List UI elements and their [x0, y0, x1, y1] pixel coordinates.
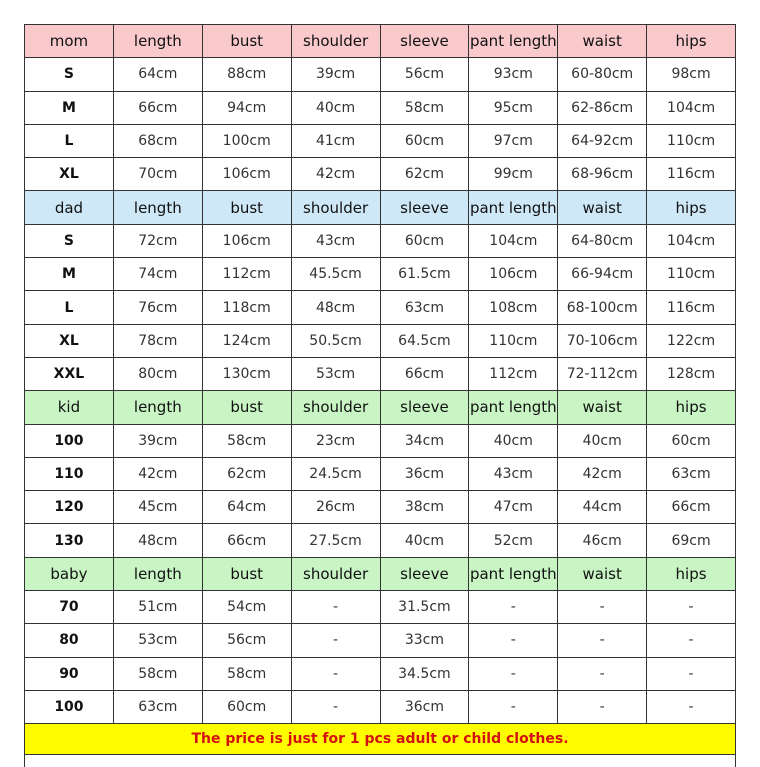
measurement-cell: 130cm: [202, 357, 291, 390]
measurement-cell: 70cm: [113, 158, 202, 191]
size-chart-table: [24, 24, 736, 767]
measurement-cell: 124cm: [202, 324, 291, 357]
measurement-cell: 63cm: [380, 291, 469, 324]
measurement-cell: 40cm: [558, 424, 647, 457]
size-label: XXL: [25, 357, 114, 390]
measurement-cell: -: [558, 657, 647, 690]
measurement-cell: 106cm: [202, 224, 291, 257]
measurement-cell: 64cm: [113, 58, 202, 91]
measurement-cell: 60cm: [647, 424, 736, 457]
measurement-cell: 58cm: [113, 657, 202, 690]
measurement-cell: 48cm: [113, 524, 202, 557]
price-note: The price is just for 1 pcs adult or child clothes.: [25, 724, 736, 755]
measurement-cell: 58cm: [380, 91, 469, 124]
column-header-pant-length: pant length: [469, 25, 558, 58]
size-label: 100: [25, 424, 114, 457]
mom-size-row: [25, 58, 736, 91]
column-header-length: length: [113, 557, 202, 590]
size-label: M: [25, 91, 114, 124]
measurement-cell: 45cm: [113, 491, 202, 524]
measurement-cell: 106cm: [202, 158, 291, 191]
measurement-cell: 104cm: [469, 224, 558, 257]
measurement-cell: 97cm: [469, 124, 558, 157]
measurement-cell: 63cm: [647, 457, 736, 490]
measurement-cell: 68cm: [113, 124, 202, 157]
baby-size-row: [25, 624, 736, 657]
measurement-cell: 31.5cm: [380, 591, 469, 624]
measurement-cell: -: [469, 690, 558, 723]
measurement-cell: 40cm: [380, 524, 469, 557]
measurement-cell: 60cm: [202, 690, 291, 723]
measurement-cell: 39cm: [291, 58, 380, 91]
measurement-cell: 66cm: [647, 491, 736, 524]
measurement-cell: 104cm: [647, 224, 736, 257]
baby-size-row: [25, 591, 736, 624]
measurement-cell: 112cm: [469, 357, 558, 390]
measurement-cell: 116cm: [647, 158, 736, 191]
measurement-cell: 53cm: [113, 624, 202, 657]
column-header-hips: hips: [647, 391, 736, 424]
measurement-cell: 80cm: [113, 357, 202, 390]
measurement-cell: 47cm: [469, 491, 558, 524]
size-label: S: [25, 58, 114, 91]
measurement-cell: 62cm: [202, 457, 291, 490]
column-header-sleeve: sleeve: [380, 557, 469, 590]
measurement-cell: -: [558, 690, 647, 723]
measurement-cell: 128cm: [647, 357, 736, 390]
column-header-shoulder: shoulder: [291, 191, 380, 224]
measurement-cell: 50.5cm: [291, 324, 380, 357]
mom-size-row: [25, 158, 736, 191]
size-label: 110: [25, 457, 114, 490]
measurement-cell: 27.5cm: [291, 524, 380, 557]
measurement-cell: 118cm: [202, 291, 291, 324]
kid-size-row: [25, 457, 736, 490]
measurement-cell: 98cm: [647, 58, 736, 91]
measurement-cell: 110cm: [647, 258, 736, 291]
column-header-length: length: [113, 25, 202, 58]
column-header-pant-length: pant length: [469, 557, 558, 590]
measurement-cell: -: [558, 591, 647, 624]
measurement-cell: 42cm: [291, 158, 380, 191]
dad-size-row: [25, 324, 736, 357]
measurement-cell: 108cm: [469, 291, 558, 324]
measurement-cell: 64cm: [202, 491, 291, 524]
dad-header-row: [25, 191, 736, 224]
measurement-cell: 100cm: [202, 124, 291, 157]
column-header-shoulder: shoulder: [291, 391, 380, 424]
measurement-cell: 61.5cm: [380, 258, 469, 291]
size-label: L: [25, 124, 114, 157]
baby-header-row: [25, 557, 736, 590]
size-label: XL: [25, 324, 114, 357]
measurement-cell: 44cm: [558, 491, 647, 524]
column-header-hips: hips: [647, 25, 736, 58]
column-header-sleeve: sleeve: [380, 191, 469, 224]
size-label: 70: [25, 591, 114, 624]
measurement-cell: 40cm: [291, 91, 380, 124]
measurement-cell: 66cm: [202, 524, 291, 557]
measurement-cell: 93cm: [469, 58, 558, 91]
size-label: XL: [25, 158, 114, 191]
column-header-sleeve: sleeve: [380, 391, 469, 424]
measurement-cell: 45.5cm: [291, 258, 380, 291]
column-header-pant-length: pant length: [469, 391, 558, 424]
measurement-cell: 66cm: [113, 91, 202, 124]
filler-cell: [25, 755, 736, 767]
column-header-waist: waist: [558, 25, 647, 58]
measurement-cell: 42cm: [113, 457, 202, 490]
measurement-cell: -: [291, 657, 380, 690]
measurement-cell: 60-80cm: [558, 58, 647, 91]
size-label: 100: [25, 690, 114, 723]
measurement-cell: 76cm: [113, 291, 202, 324]
column-header-waist: waist: [558, 391, 647, 424]
column-header-bust: bust: [202, 557, 291, 590]
measurement-cell: -: [469, 624, 558, 657]
measurement-cell: 23cm: [291, 424, 380, 457]
dad-size-row: [25, 357, 736, 390]
measurement-cell: 58cm: [202, 657, 291, 690]
measurement-cell: 66cm: [380, 357, 469, 390]
measurement-cell: 62cm: [380, 158, 469, 191]
column-header-waist: waist: [558, 557, 647, 590]
kid-size-row: [25, 424, 736, 457]
column-header-shoulder: shoulder: [291, 557, 380, 590]
measurement-cell: -: [647, 624, 736, 657]
kid-size-row: [25, 524, 736, 557]
measurement-cell: 122cm: [647, 324, 736, 357]
measurement-cell: 33cm: [380, 624, 469, 657]
table-bottom-filler: [25, 755, 736, 767]
column-header-bust: bust: [202, 191, 291, 224]
measurement-cell: 64-80cm: [558, 224, 647, 257]
column-header-length: length: [113, 391, 202, 424]
measurement-cell: -: [647, 690, 736, 723]
measurement-cell: 51cm: [113, 591, 202, 624]
column-header-sleeve: sleeve: [380, 25, 469, 58]
column-header-bust: bust: [202, 25, 291, 58]
measurement-cell: 72-112cm: [558, 357, 647, 390]
column-header-length: length: [113, 191, 202, 224]
measurement-cell: 68-96cm: [558, 158, 647, 191]
measurement-cell: 58cm: [202, 424, 291, 457]
measurement-cell: 74cm: [113, 258, 202, 291]
baby-section-label: baby: [25, 557, 114, 590]
dad-size-row: [25, 291, 736, 324]
measurement-cell: 116cm: [647, 291, 736, 324]
size-label: 120: [25, 491, 114, 524]
kid-section-label: kid: [25, 391, 114, 424]
measurement-cell: 70-106cm: [558, 324, 647, 357]
column-header-pant-length: pant length: [469, 191, 558, 224]
baby-size-row: [25, 690, 736, 723]
size-label: 130: [25, 524, 114, 557]
measurement-cell: 66-94cm: [558, 258, 647, 291]
dad-section-label: dad: [25, 191, 114, 224]
dad-size-row: [25, 258, 736, 291]
measurement-cell: -: [469, 657, 558, 690]
measurement-cell: 64-92cm: [558, 124, 647, 157]
column-header-shoulder: shoulder: [291, 25, 380, 58]
baby-size-row: [25, 657, 736, 690]
measurement-cell: 48cm: [291, 291, 380, 324]
measurement-cell: -: [291, 624, 380, 657]
measurement-cell: 63cm: [113, 690, 202, 723]
measurement-cell: 104cm: [647, 91, 736, 124]
measurement-cell: 112cm: [202, 258, 291, 291]
measurement-cell: 40cm: [469, 424, 558, 457]
measurement-cell: 110cm: [647, 124, 736, 157]
measurement-cell: 46cm: [558, 524, 647, 557]
column-header-bust: bust: [202, 391, 291, 424]
size-label: L: [25, 291, 114, 324]
measurement-cell: 36cm: [380, 457, 469, 490]
measurement-cell: 56cm: [380, 58, 469, 91]
size-chart-body: [25, 25, 736, 767]
measurement-cell: 43cm: [291, 224, 380, 257]
kid-size-row: [25, 491, 736, 524]
measurement-cell: 56cm: [202, 624, 291, 657]
size-label: 90: [25, 657, 114, 690]
mom-header-row: [25, 25, 736, 58]
measurement-cell: 39cm: [113, 424, 202, 457]
measurement-cell: 88cm: [202, 58, 291, 91]
measurement-cell: 34.5cm: [380, 657, 469, 690]
measurement-cell: 34cm: [380, 424, 469, 457]
column-header-hips: hips: [647, 557, 736, 590]
mom-size-row: [25, 124, 736, 157]
measurement-cell: 64.5cm: [380, 324, 469, 357]
column-header-waist: waist: [558, 191, 647, 224]
size-label: S: [25, 224, 114, 257]
measurement-cell: 42cm: [558, 457, 647, 490]
measurement-cell: -: [647, 591, 736, 624]
kid-header-row: [25, 391, 736, 424]
measurement-cell: 26cm: [291, 491, 380, 524]
measurement-cell: 68-100cm: [558, 291, 647, 324]
measurement-cell: -: [291, 690, 380, 723]
measurement-cell: -: [647, 657, 736, 690]
column-header-hips: hips: [647, 191, 736, 224]
measurement-cell: 60cm: [380, 224, 469, 257]
measurement-cell: -: [558, 624, 647, 657]
mom-size-row: [25, 91, 736, 124]
measurement-cell: 41cm: [291, 124, 380, 157]
measurement-cell: 69cm: [647, 524, 736, 557]
measurement-cell: 60cm: [380, 124, 469, 157]
measurement-cell: 24.5cm: [291, 457, 380, 490]
measurement-cell: 99cm: [469, 158, 558, 191]
measurement-cell: -: [469, 591, 558, 624]
measurement-cell: 36cm: [380, 690, 469, 723]
measurement-cell: 38cm: [380, 491, 469, 524]
measurement-cell: 78cm: [113, 324, 202, 357]
measurement-cell: 54cm: [202, 591, 291, 624]
measurement-cell: 53cm: [291, 357, 380, 390]
measurement-cell: 110cm: [469, 324, 558, 357]
measurement-cell: 43cm: [469, 457, 558, 490]
measurement-cell: 106cm: [469, 258, 558, 291]
measurement-cell: 72cm: [113, 224, 202, 257]
measurement-cell: 52cm: [469, 524, 558, 557]
dad-size-row: [25, 224, 736, 257]
measurement-cell: 95cm: [469, 91, 558, 124]
size-label: M: [25, 258, 114, 291]
measurement-cell: 94cm: [202, 91, 291, 124]
note-row: [25, 724, 736, 755]
size-label: 80: [25, 624, 114, 657]
mom-section-label: mom: [25, 25, 114, 58]
measurement-cell: -: [291, 591, 380, 624]
measurement-cell: 62-86cm: [558, 91, 647, 124]
